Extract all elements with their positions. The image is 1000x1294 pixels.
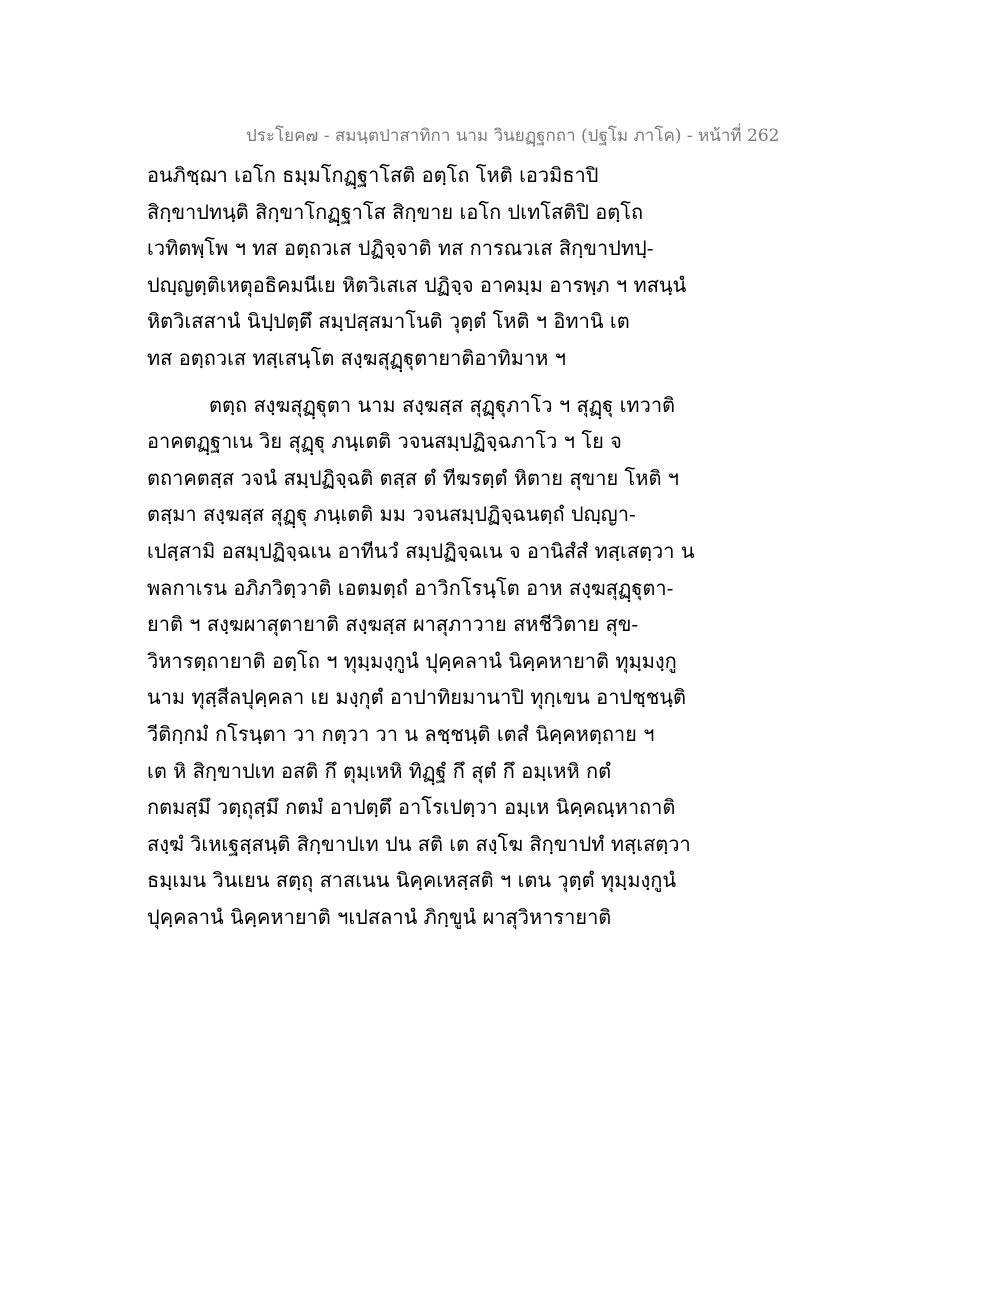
body-text xyxy=(147,157,747,935)
text-line: ปุคฺคลานํ นิคฺคหายาติ ฯเปสลานํ ภิกฺขูนํ ผาสุวิหารายาติ xyxy=(147,904,612,929)
text-line: ธมฺเมน วินเยน สตฺถุ สาสเนน นิคฺคเหสฺสติ ฯ เตน วุตฺตํ ทุมฺมงฺกูนํ xyxy=(147,868,677,893)
text-line: ปญฺญตฺติเหตุอธิคมนีเย หิตวิเสเส ปฏิจฺจ อาคมฺม อารพฺภ ฯ ทสนฺนํ xyxy=(147,272,687,297)
text-line: กตมสฺมึ วตฺถุสฺมึ กตมํ อาปตฺตึ อาโรเปตฺวา อมฺเห นิคฺคณฺหาถาติ xyxy=(147,795,676,820)
text-line: หิตวิเสสานํ นิปฺปตฺตึ สมฺปสฺสมาโนติ วุตฺตํ โหติ ฯ อิทานิ เต xyxy=(147,309,630,334)
text-line: สิกฺขาปทนฺติ สิกฺขาโกฏฺฐาโส สิกฺขาย เอโก ปเทโสติปิ อตฺโถ xyxy=(147,199,644,224)
text-line: วีติกฺกมํ กโรนฺตา วา กตฺวา วา น ลชฺชนฺติ เตสํ นิคฺคหตฺถาย ฯ xyxy=(147,721,655,746)
text-line: อาคตฏฺฐาเน วิย สุฏฺฐุ ภนฺเตติ วจนสมฺปฏิจฺฉภาโว ฯ โย จ xyxy=(147,429,622,454)
paragraph xyxy=(147,157,747,377)
text-line: นาม ทุสฺสีลปุคฺคลา เย มงฺกุตํ อาปาทิยมานาปิ ทุกฺเขน อาปชฺชนฺติ xyxy=(147,685,686,710)
text-line: เวทิตพฺโพ ฯ ทส อตฺถวเส ปฏิจฺจาติ ทส การณวเส สิกฺขาปทปฺ- xyxy=(147,236,654,261)
text-line: สงฺฆํ วิเหเฐสฺสนฺติ สิกฺขาปเท ปน สติ เต สงฺโฆ สิกฺขาปทํ ทสฺเสตฺวา xyxy=(147,831,691,856)
text-line: เต หิ สิกฺขาปเท อสติ กึ ตุมฺเหหิ ทิฏฺฐํ กึ สุตํ กึ อมฺเหหิ กตํ xyxy=(147,758,612,783)
text-line: วิหารตฺถายาติ อตฺโถ ฯ ทุมฺมงฺกูนํ ปุคฺคลานํ นิคฺคหายาติ ทุมฺมงฺกู xyxy=(147,648,677,673)
text-line: เปสฺสามิ อสมฺปฏิจฺฉเน อาทีนวํ สมฺปฏิจฺฉเน จ อานิสํสํ ทสฺเสตฺวา น xyxy=(147,538,695,563)
text-line: ตถาคตสฺส วจนํ สมฺปฏิจฺฉติ ตสฺส ตํ ทีฆรตฺตํ หิตาย สุขาย โหติ ฯ xyxy=(147,465,680,490)
text-line: ทส อตฺถวเส ทสฺเสนฺโต สงฺฆสุฏฺฐุตายาติอาทิมาห ฯ xyxy=(147,345,566,370)
paragraph-spacer xyxy=(147,377,747,387)
text-line: พลกาเรน อภิภวิตฺวาติ เอตมตฺถํ อาวิกโรนฺโต อาห สงฺฆสุฏฺฐุตา- xyxy=(147,575,674,600)
text-line: อนภิชฺฌา เอโก ธมฺมโกฏฺฐาโสติ อตฺโถ โหติ เอวมิธาปิ xyxy=(147,163,599,187)
text-line: ตตฺถ สงฺฆสุฏฺฐุตา นาม สงฺฆสฺส สุฏฺฐุภาโว ฯ สุฏฺฐุ เทวาติ xyxy=(209,392,676,417)
paragraph xyxy=(147,387,747,936)
text-line: ตสฺมา สงฺฆสฺส สุฏฺฐุ ภนฺเตติ มม วจนสมฺปฏิจฺฉนตฺถํ ปญฺญา- xyxy=(147,502,636,527)
running-header: ประโยค๗ - สมนฺตปาสาทิกา นาม วินยฏฺฐกถา (ปฐโม ภาโค) - หน้าที่ 262 xyxy=(246,126,780,146)
text-line: ยาติ ฯ สงฺฆผาสุตายาติ สงฺฆสฺส ผาสุภาวาย สหชีวิตาย สุข- xyxy=(147,612,639,637)
